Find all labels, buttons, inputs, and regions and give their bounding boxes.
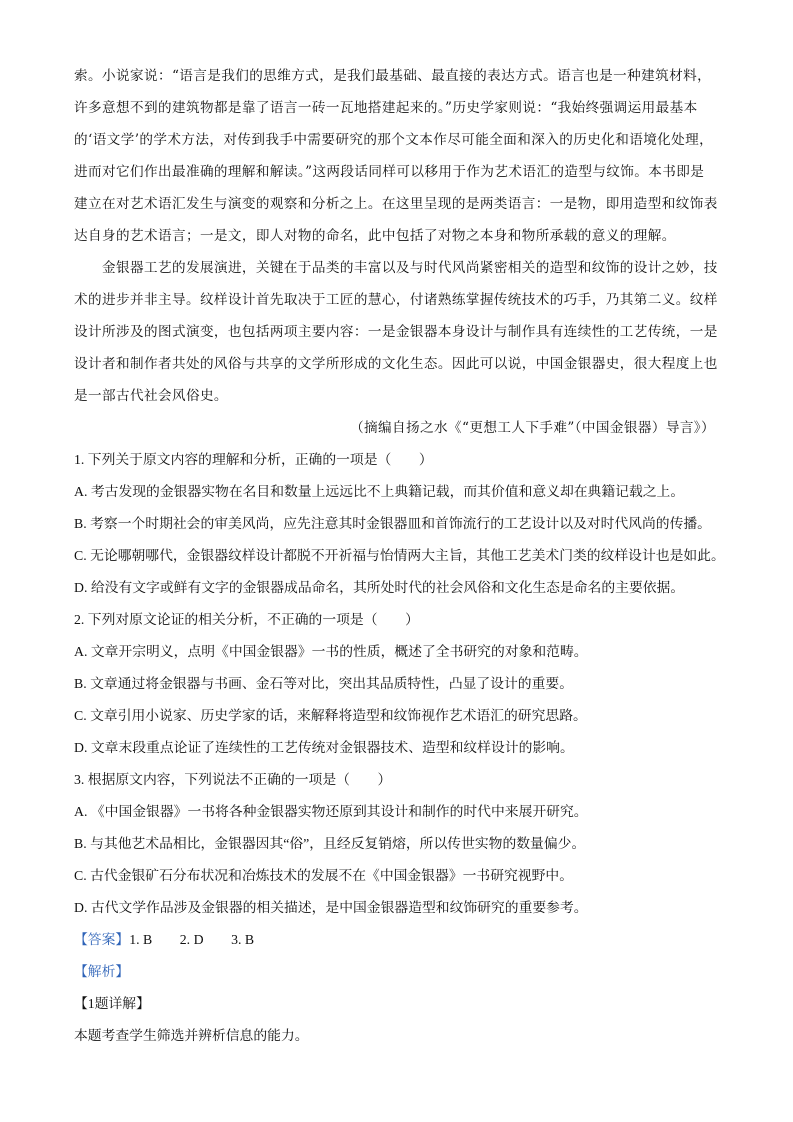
passage-source: （摘编自扬之水《“更想工人下手难”（中国金银器）导言》） <box>350 420 715 436</box>
question-stem: 2. 下列对原文论证的相关分析，不正确的一项是（ ） <box>74 612 419 627</box>
question-option: D. 文章末段重点论证了连续性的工艺传统对金银器技术、造型和纹样设计的影响。 <box>74 740 574 755</box>
passage-line: 术的进步并非主导。纹样设计首先取决于工匠的慧心，付诸熟练掌握传统技术的巧手，乃其第二义。纹样 <box>74 292 718 308</box>
passage-line: 建立在对艺术语汇发生与演变的观察和分析之上。在这里呈现的是两类语言：一是物，即用造型和纹饰表 <box>74 196 718 212</box>
question-stem: 1. 下列关于原文内容的理解和分析，正确的一项是（ ） <box>74 452 433 467</box>
answer-label: 【答案】 <box>74 932 130 947</box>
question-option: A. 文章开宗明义，点明《中国金银器》一书的性质，概述了全书研究的对象和范畴。 <box>74 644 588 659</box>
question-option: B. 考察一个时期社会的审美风尚，应先注意其时金银器皿和首饰流行的工艺设计以及对时代风尚的传播。 <box>74 516 711 531</box>
detail-label: 【1题详解】 <box>74 996 150 1011</box>
passage-line: 达自身的艺术语言；一是文，即人对物的命名，此中包括了对物之本身和物所承载的意义的理解。 <box>74 228 676 244</box>
question-option: C. 无论哪朝哪代，金银器纹样设计都脱不开祈福与怡情两大主旨，其他工艺美术门类的纹样设计也是如此。 <box>74 548 725 563</box>
passage-line: 索。小说家说：“语言是我们的思维方式，是我们最基础、最直接的表达方式。语言也是一种建筑材料， <box>74 68 712 84</box>
answer-values: 1. B 2. D 3. B <box>129 932 255 947</box>
passage-line: 金银器工艺的发展演进，关键在于品类的丰富以及与时代风尚紧密相关的造型和纹饰的设计之妙，技 <box>102 260 718 276</box>
passage-line: 设计者和制作者共处的风俗与共享的文学所形成的文化生态。因此可以说，中国金银器史，很大程度上也 <box>74 356 718 372</box>
analysis-text: 本题考查学生筛选并辨析信息的能力。 <box>74 1028 309 1043</box>
passage-line: 设计所涉及的图式演变，也包括两项主要内容：一是金银器本身设计与制作具有连续性的工艺传统，一是 <box>74 324 718 340</box>
question-option: D. 给没有文字或鲜有文字的金银器成品命名，其所处时代的社会风俗和文化生态是命名的主要依据。 <box>74 580 685 595</box>
question-option: C. 文章引用小说家、历史学家的话，来解释将造型和纹饰视作艺术语汇的研究思路。 <box>74 708 587 723</box>
passage-line: 是一部古代社会风俗史。 <box>74 388 228 404</box>
passage-line: 进而对它们作出最准确的理解和解读。”这两段话同样可以移用于作为艺术语汇的造型与纹饰。本书即是 <box>74 164 705 180</box>
question-option: A. 《中国金银器》一书将各种金银器实物还原到其设计和制作的时代中来展开研究。 <box>74 804 588 819</box>
question-option: A. 考古发现的金银器实物在名目和数量上远远比不上典籍记载，而其价值和意义却在典籍记载之上。 <box>74 484 685 499</box>
analysis-label: 【解析】 <box>74 964 130 979</box>
passage-line: 的‘语文学’的学术方法，对传到我手中需要研究的那个文本作尽可能全面和深入的历史化和语境化处理， <box>74 132 714 148</box>
question-option: C. 古代金银矿石分布状况和冶炼技术的发展不在《中国金银器》一书研究视野中。 <box>74 868 573 883</box>
question-option: B. 与其他艺术品相比，金银器因其“俗”，且经反复销熔，所以传世实物的数量偏少。 <box>74 836 586 851</box>
question-stem: 3. 根据原文内容，下列说法不正确的一项是（ ） <box>74 772 392 787</box>
answer-row <box>74 930 254 950</box>
question-option: D. 古代文学作品涉及金银器的相关描述，是中国金银器造型和纹饰研究的重要参考。 <box>74 900 588 915</box>
question-option: B. 文章通过将金银器与书画、金石等对比，突出其品质特性，凸显了设计的重要。 <box>74 676 573 691</box>
passage-line: 许多意想不到的建筑物都是靠了语言一砖一瓦地搭建起来的。”历史学家则说：“我始终强调运用最基本 <box>74 100 698 116</box>
